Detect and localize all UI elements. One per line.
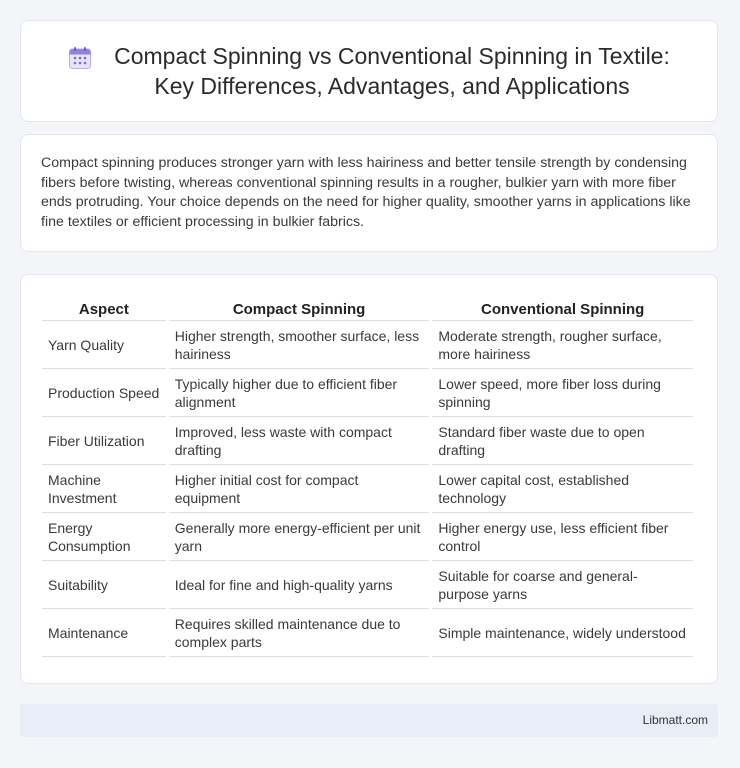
cell-aspect: Suitability [42, 561, 166, 609]
cell-aspect: Yarn Quality [42, 321, 166, 369]
cell-aspect: Production Speed [42, 369, 166, 417]
intro-text: Compact spinning produces stronger yarn with less hairiness and better tensile strength by condensing fibers before twisting, whereas conventional spinning results in a rougher, bulkier yarn with more fiber ends protruding. Your choice depends on the need for higher quality, smoother yarns in applications like fine textiles or efficient processing in bulkier fabrics. [41, 155, 691, 230]
title-line-1: Compact Spinning vs Conventional Spinning in Textile: [114, 43, 670, 69]
cell-compact: Typically higher due to efficient fiber alignment [169, 369, 430, 417]
cell-aspect: Machine Investment [42, 465, 166, 513]
cell-compact: Higher initial cost for compact equipment [169, 465, 430, 513]
intro-card [20, 134, 718, 252]
table-row [42, 513, 693, 561]
cell-compact: Ideal for fine and high-quality yarns [169, 561, 430, 609]
table-card [20, 274, 718, 684]
footer-bar [20, 704, 718, 737]
cell-aspect: Energy Consumption [42, 513, 166, 561]
page-title [114, 41, 670, 101]
cell-compact: Improved, less waste with compact drafting [169, 417, 430, 465]
table-row [42, 369, 693, 417]
cell-conventional: Lower capital cost, established technology [432, 465, 693, 513]
cell-conventional: Simple maintenance, widely understood [432, 609, 693, 657]
cell-aspect: Fiber Utilization [42, 417, 166, 465]
table-header-row [42, 295, 693, 321]
cell-compact: Generally more energy-efficient per unit yarn [169, 513, 430, 561]
cell-conventional: Higher energy use, less efficient fiber control [432, 513, 693, 561]
header-conventional: Conventional Spinning [432, 295, 693, 321]
cell-compact: Higher strength, smoother surface, less hairiness [169, 321, 430, 369]
comparison-table [39, 295, 696, 657]
cell-compact: Requires skilled maintenance due to complex parts [169, 609, 430, 657]
table-row [42, 561, 693, 609]
title-line-2: Key Differences, Advantages, and Applications [154, 73, 630, 99]
header-aspect: Aspect [42, 295, 166, 321]
cell-conventional: Lower speed, more fiber loss during spinning [432, 369, 693, 417]
table-row [42, 417, 693, 465]
cell-conventional: Moderate strength, rougher surface, more hairiness [432, 321, 693, 369]
cell-conventional: Standard fiber waste due to open drafting [432, 417, 693, 465]
title-wrap [68, 41, 670, 101]
title-card [20, 20, 718, 122]
header-compact: Compact Spinning [169, 295, 430, 321]
table-row [42, 465, 693, 513]
cell-aspect: Maintenance [42, 609, 166, 657]
table-row [42, 609, 693, 657]
footer-brand-link[interactable]: Libmatt.com [642, 713, 708, 727]
cell-conventional: Suitable for coarse and general-purpose yarns [432, 561, 693, 609]
table-row [42, 321, 693, 369]
calendar-icon [68, 46, 92, 70]
